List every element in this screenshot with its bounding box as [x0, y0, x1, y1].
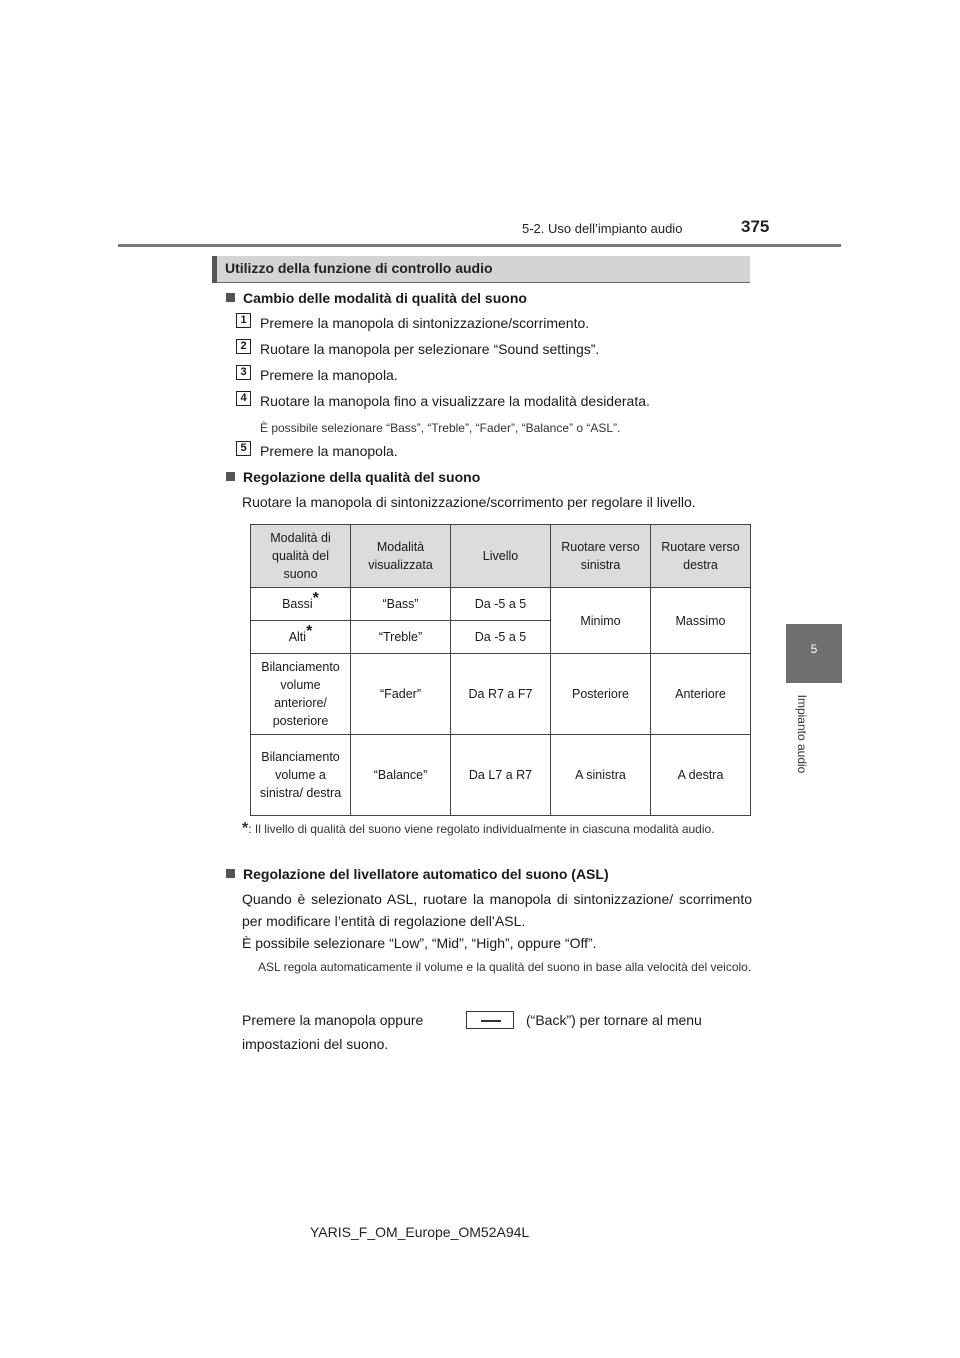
- table-cell: Anteriore: [651, 654, 751, 735]
- subhead-text: Regolazione della qualità del suono: [243, 469, 481, 485]
- chapter-label: Impianto audio: [795, 694, 809, 774]
- table-cell: Da -5 a 5: [451, 588, 551, 621]
- table-cell: A sinistra: [551, 735, 651, 816]
- table-cell-mode: Bilanciamento volume anteriore/ posteriore: [251, 654, 351, 735]
- mode-options-note: È possibile selezionare “Bass”, “Treble”, “Fader”, “Balance” o “ASL”.: [260, 421, 621, 435]
- table-cell-merged: Massimo: [651, 588, 751, 654]
- table-header-cell: Livello: [451, 525, 551, 588]
- back-text-before: Premere la manopola oppure: [242, 1012, 424, 1028]
- document-code-footer: YARIS_F_OM_Europe_OM52A94L: [310, 1224, 530, 1240]
- header-section-title: 5-2. Uso dell’impianto audio: [522, 221, 683, 236]
- table-row: [251, 654, 751, 735]
- footnote-star: *: [312, 589, 319, 607]
- table-header-cell: Ruotare verso destra: [651, 525, 751, 588]
- table-cell-mode: Alti*: [251, 621, 351, 654]
- back-button-icon: [466, 1011, 514, 1029]
- table-cell-mode: Bassi*: [251, 588, 351, 621]
- table-cell-mode: Bilanciamento volume a sinistra/ destra: [251, 735, 351, 816]
- step-number-4: 4: [236, 391, 251, 406]
- table-row: [251, 588, 751, 621]
- table-footnote: [242, 820, 752, 838]
- table-cell: Da -5 a 5: [451, 621, 551, 654]
- asl-note: ASL regola automaticamente il volume e la qualità del suono in base alla velocità del veicolo.: [258, 960, 752, 974]
- table-cell: “Balance”: [351, 735, 451, 816]
- section-title: Utilizzo della funzione di controllo audio: [225, 260, 493, 276]
- table-cell: “Bass”: [351, 588, 451, 621]
- square-bullet-icon: [226, 472, 235, 481]
- quality-adjust-text: Ruotare la manopola di sintonizzazione/scorrimento per regolare il livello.: [242, 494, 696, 510]
- back-text-after: (“Back”) per tornare al menu: [526, 1012, 702, 1028]
- subhead-sound-mode: [226, 290, 527, 306]
- asl-options-text: È possibile selezionare “Low”, “Mid”, “High”, oppure “Off”.: [242, 935, 597, 951]
- table-row: [251, 735, 751, 816]
- asl-paragraph: Quando è selezionato ASL, ruotare la manopola di sintonizzazione/ scorrimento per modificare l’entità di regolazione dell’ASL.: [242, 891, 752, 929]
- table-cell: Da R7 a F7: [451, 654, 551, 735]
- chapter-number: 5: [810, 642, 818, 656]
- table-header-cell: Modalità visualizzata: [351, 525, 451, 588]
- table-cell: A destra: [651, 735, 751, 816]
- subhead-text: Cambio delle modalità di qualità del suono: [243, 290, 527, 306]
- header-rule: [118, 244, 841, 247]
- table-cell: Da L7 a R7: [451, 735, 551, 816]
- section-title-bar: [212, 256, 750, 283]
- square-bullet-icon: [226, 293, 235, 302]
- table-cell: “Treble”: [351, 621, 451, 654]
- step-text-3: Premere la manopola.: [260, 367, 398, 383]
- step-number-2: 2: [236, 339, 251, 354]
- step-text-4: Ruotare la manopola fino a visualizzare la modalità desiderata.: [260, 393, 650, 409]
- dash-icon: [481, 1020, 501, 1022]
- chapter-tab: [786, 624, 842, 683]
- back-text-line2: impostazioni del suono.: [242, 1036, 389, 1052]
- step-text-2: Ruotare la manopola per selezionare “Sound settings”.: [260, 341, 600, 357]
- table-header-cell: Ruotare verso sinistra: [551, 525, 651, 588]
- table-header-cell: Modalità di qualità del suono: [251, 525, 351, 588]
- step-number-3: 3: [236, 365, 251, 380]
- subhead-quality-adjust: [226, 469, 480, 485]
- step-number-5: 5: [236, 441, 251, 456]
- footnote-star: *: [306, 622, 313, 640]
- subhead-text: Regolazione del livellatore automatico del suono (ASL): [243, 866, 609, 882]
- footnote-star: *: [242, 820, 249, 837]
- step-text-1: Premere la manopola di sintonizzazione/scorrimento.: [260, 315, 590, 331]
- page-number: 375: [741, 217, 770, 236]
- square-bullet-icon: [226, 869, 235, 878]
- step-text-5: Premere la manopola.: [260, 443, 398, 459]
- table-header-row: [251, 525, 751, 588]
- footnote-text: : Il livello di qualità del suono viene regolato individualmente in ciascuna modalità audio.: [248, 822, 715, 836]
- step-number-1: 1: [236, 313, 251, 328]
- table-cell: “Fader”: [351, 654, 451, 735]
- table-cell: Posteriore: [551, 654, 651, 735]
- sound-quality-table: [250, 524, 751, 816]
- subhead-asl: [226, 866, 609, 882]
- section-marker: [212, 256, 217, 283]
- table-cell-merged: Minimo: [551, 588, 651, 654]
